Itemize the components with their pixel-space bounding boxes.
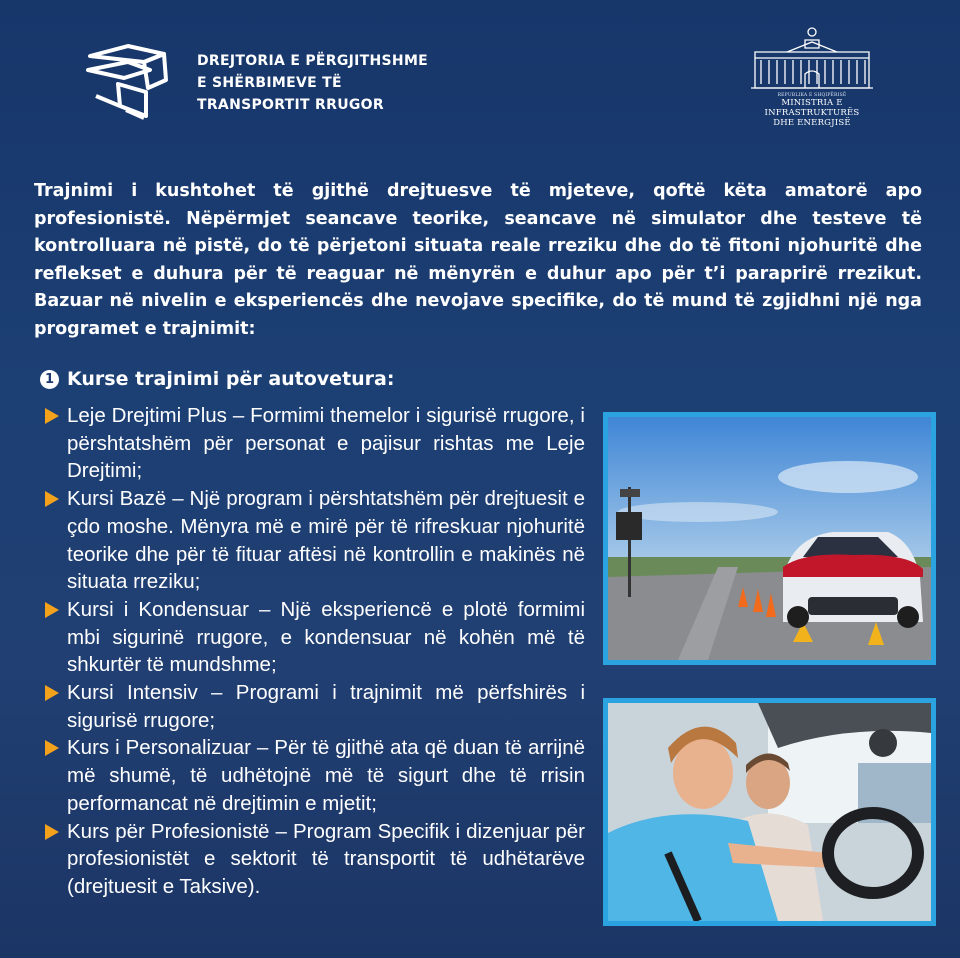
arrow-bullet-icon	[45, 824, 59, 840]
ministry-republic-label: REPUBLIKA E SHQIPËRISË	[777, 93, 847, 98]
arrow-bullet-icon	[45, 740, 59, 756]
course-text: Kurs i Personalizuar – Për të gjithë ata që duan të arrijnë më shumë, të udhëtojnë më të sigurt dhe të rrisin performancat në drejtimin e mjetit;	[67, 736, 585, 815]
list-item	[45, 402, 585, 485]
arrow-bullet-icon	[45, 491, 59, 507]
org-name	[197, 50, 457, 116]
section-number-badge: 1	[40, 370, 59, 389]
arrow-bullet-icon	[45, 685, 59, 701]
list-item	[45, 485, 585, 596]
ministry-name-line2: DHE ENERGJISË	[773, 118, 851, 128]
list-item	[45, 818, 585, 901]
ministry-logo	[744, 24, 880, 128]
ministry-building-icon	[747, 24, 877, 92]
arrow-bullet-icon	[45, 408, 59, 424]
ministry-name-line1: MINISTRIA E INFRASTRUKTURËS	[764, 98, 860, 118]
list-item	[45, 596, 585, 679]
org-name-line1: DREJTORIA E PËRGJITHSHME	[197, 53, 429, 69]
course-text: Kursi Intensiv – Programi i trajnimit më përfshirës i sigurisë rrugore;	[67, 681, 585, 732]
course-text: Kursi Bazë – Një program i përshtatshëm për drejtuesit e çdo moshe. Mënyra më e mirë për të rifreskuar njohuritë teorike dhe për të fituar aftësi në kontrollin e makinës në situata rreziku;	[67, 487, 585, 594]
section-heading	[40, 368, 394, 390]
org-name-line3: TRANSPORTIT RRUGOR	[197, 97, 384, 113]
section-title: Kurse trajnimi për autovetura:	[67, 368, 395, 390]
course-text: Leje Drejtimi Plus – Formimi themelor i sigurisë rrugore, i përshtatshëm për personat e pajisur rishtas me Leje Drejtimi;	[67, 404, 585, 483]
arrow-bullet-icon	[45, 602, 59, 618]
dpshtrr-logo-icon	[84, 40, 170, 126]
list-item	[45, 734, 585, 817]
course-text: Kurs për Profesionistë – Program Specifik i dizenjuar për profesionistët e sektorit të transportit të udhëtarëve (drejtuesit e Taksive).	[67, 819, 585, 898]
header	[0, 0, 960, 150]
list-item	[45, 679, 585, 734]
course-list	[45, 402, 585, 901]
photo-track-car	[603, 412, 936, 665]
org-name-line2: E SHËRBIMEVE TË	[197, 75, 342, 91]
intro-paragraph: Trajnimi i kushtohet të gjithë drejtuesve të mjeteve, qoftë këta amatorë apo profesionistë. Nëpërmjet seancave teorike, seancave në simulator dhe testeve të kontrolluara në pistë, do të përjetoni situata reale rreziku dhe do të fitoni njohuritë dhe reflekset e duhura për të reaguar në mënyrën e duhur apo për t’i paraprirë rrezikut. Bazuar në nivelin e eksperiencës dhe nevojave specifike, do të mund të zgjidhni një nga programet e trajnimit:	[34, 181, 922, 339]
photo-driving-lesson	[603, 698, 936, 926]
course-text: Kursi i Kondensuar – Një eksperiencë e plotë formimi mbi sigurinë rrugore, e kondensuar në kohën më të shkurtër të mundshme;	[67, 597, 585, 677]
